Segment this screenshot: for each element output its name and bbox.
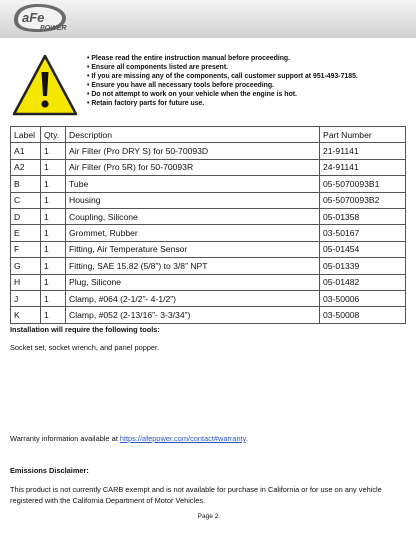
installation-title: Installation will require the following tools:	[10, 325, 160, 334]
table-row	[11, 290, 406, 306]
cell-label: H	[11, 274, 41, 290]
logo-subtext: POWER	[40, 25, 67, 32]
safety-bullet-list	[87, 54, 358, 109]
cell-part-number: 05-01339	[320, 258, 406, 274]
safety-bullet: • Please read the entire instruction manual before proceeding.	[87, 54, 358, 63]
header-description: Description	[66, 127, 320, 143]
header-part-number: Part Number	[320, 127, 406, 143]
cell-label: J	[11, 290, 41, 306]
cell-qty: 1	[41, 241, 66, 257]
table-row	[11, 143, 406, 159]
cell-description: Air Filter (Pro 5R) for 50-70093R	[66, 159, 320, 175]
cell-label: D	[11, 208, 41, 224]
cell-qty: 1	[41, 208, 66, 224]
emissions-body: This product is not currently CARB exempt and is not available for purchase in California or for use on any vehicle registered with the California Department of Motor Vehicles.	[10, 485, 382, 505]
cell-qty: 1	[41, 290, 66, 306]
cell-label: A2	[11, 159, 41, 175]
cell-part-number: 03-50008	[320, 307, 406, 323]
cell-description: Grommet, Rubber	[66, 225, 320, 241]
page-number: Page 2	[197, 513, 219, 520]
cell-qty: 1	[41, 225, 66, 241]
table-row	[11, 159, 406, 175]
cell-part-number: 05-01454	[320, 241, 406, 257]
cell-description: Housing	[66, 192, 320, 208]
cell-description: Fitting, SAE 15.82 (5/8”) to 3/8” NPT	[66, 258, 320, 274]
cell-qty: 1	[41, 274, 66, 290]
safety-bullet: • Ensure you have all necessary tools before proceeding.	[87, 81, 358, 90]
cell-qty: 1	[41, 307, 66, 323]
cell-label: C	[11, 192, 41, 208]
warranty-suffix: .	[245, 434, 248, 443]
warning-triangle-icon	[10, 52, 80, 118]
cell-part-number: 05-5070093B1	[320, 176, 406, 192]
cell-label: F	[11, 241, 41, 257]
cell-part-number: 05-01358	[320, 208, 406, 224]
header-label: Label	[11, 127, 41, 143]
table-row	[11, 241, 406, 257]
table-row	[11, 307, 406, 323]
safety-bullet: • Ensure all components listed are present.	[87, 63, 358, 72]
cell-part-number: 03-50006	[320, 290, 406, 306]
table-row	[11, 208, 406, 224]
table-row	[11, 225, 406, 241]
warranty-prefix: Warranty information available at	[10, 434, 120, 443]
cell-qty: 1	[41, 159, 66, 175]
logo-text: aFe	[22, 10, 45, 25]
cell-qty: 1	[41, 176, 66, 192]
cell-description: Clamp, #052 (2-13/16”- 3-3/34”)	[66, 307, 320, 323]
header-qty: Qty.	[41, 127, 66, 143]
warranty-line	[10, 434, 248, 443]
afe-power-logo	[10, 2, 72, 36]
cell-description: Coupling, Silicone	[66, 208, 320, 224]
cell-part-number: 21-91141	[320, 143, 406, 159]
cell-description: Clamp, #064 (2-1/2”- 4-1/2”)	[66, 290, 320, 306]
cell-label: G	[11, 258, 41, 274]
safety-bullet: • Do not attempt to work on your vehicle when the engine is hot.	[87, 90, 358, 99]
safety-bullet: • If you are missing any of the components, call customer support at 951-493-7185.	[87, 72, 358, 81]
cell-description: Air Filter (Pro DRY S) for 50-70093D	[66, 143, 320, 159]
cell-label: E	[11, 225, 41, 241]
table-row	[11, 258, 406, 274]
table-row	[11, 176, 406, 192]
warranty-link[interactable]: https://afepower.com/contact#warranty	[119, 434, 246, 443]
table-row	[11, 274, 406, 290]
cell-qty: 1	[41, 192, 66, 208]
cell-part-number: 03-50167	[320, 225, 406, 241]
cell-qty: 1	[41, 258, 66, 274]
cell-label: K	[11, 307, 41, 323]
cell-label: A1	[11, 143, 41, 159]
cell-qty: 1	[41, 143, 66, 159]
cell-description: Fitting, Air Temperature Sensor	[66, 241, 320, 257]
safety-bullet: • Retain factory parts for future use.	[87, 99, 358, 108]
cell-description: Tube	[66, 176, 320, 192]
cell-part-number: 05-5070093B2	[320, 192, 406, 208]
cell-label: B	[11, 176, 41, 192]
cell-description: Plug, Silicone	[66, 274, 320, 290]
installation-tools-text: Socket set, socket wrench, and panel popper.	[10, 343, 160, 352]
emissions-title: Emissions Disclaimer:	[10, 466, 89, 475]
cell-part-number: 05-01482	[320, 274, 406, 290]
table-header-row	[11, 127, 406, 143]
parts-table	[10, 126, 406, 324]
cell-part-number: 24-91141	[320, 159, 406, 175]
table-row	[11, 192, 406, 208]
